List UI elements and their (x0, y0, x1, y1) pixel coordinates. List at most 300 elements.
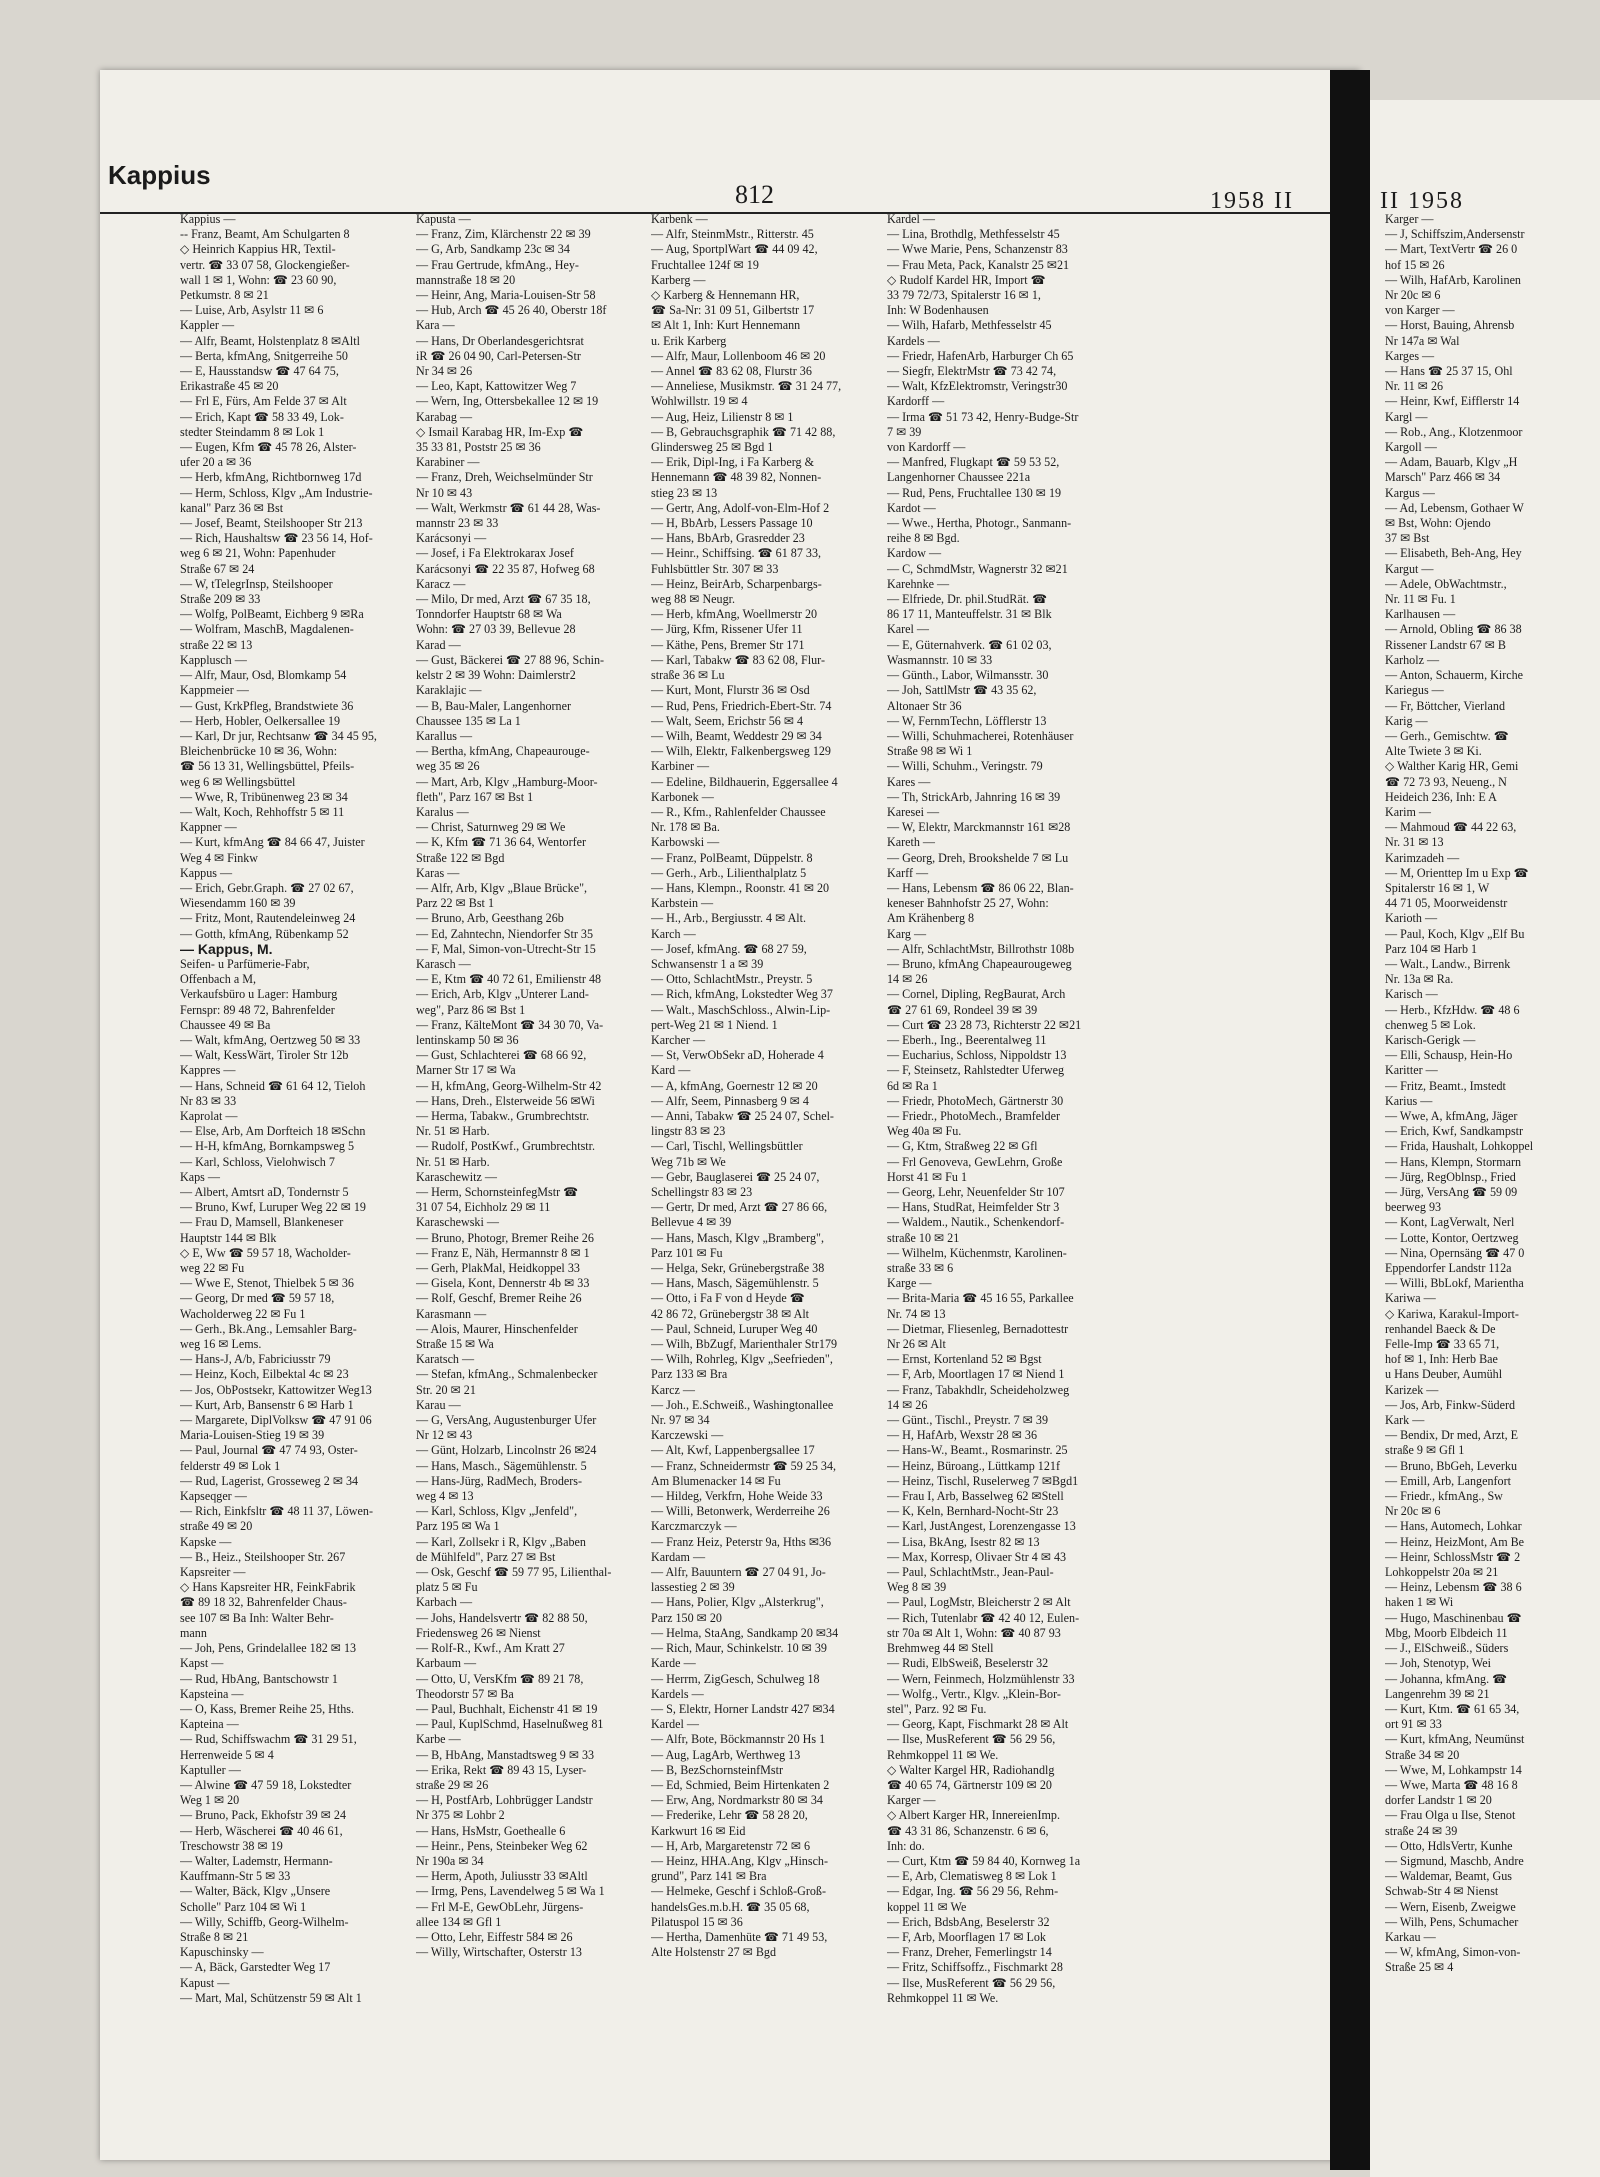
directory-line: mannstraße 18 ✉ 20 (416, 272, 516, 287)
directory-line: Kargl — (1385, 409, 1428, 424)
directory-line: — Karl, Zollsekr i R, Klgv „Baben (416, 1534, 586, 1549)
directory-line: — Herb, Hobler, Oelkersallee 19 (180, 713, 341, 728)
directory-line: ◇ Ismail Karabag HR, Im-Exp ☎ (416, 424, 584, 439)
directory-line: — Franz, KälteMont ☎ 34 30 70, Va- (416, 1017, 604, 1032)
directory-line: ◇ E, Ww ☎ 59 57 18, Wacholder- (180, 1245, 351, 1260)
directory-line: Alte Holstenstr 27 ✉ Bgd (651, 1945, 777, 1960)
directory-line: — Wilh, Elektr, Falkenbergsweg 129 (651, 744, 831, 759)
directory-line: — H-H, kfmAng, Bornkampsweg 5 (180, 1139, 354, 1154)
directory-line: -- Franz, Beamt, Am Schulgarten 8 (180, 227, 350, 242)
directory-line: — Waldem., Nautik., Schenkendorf- (887, 1215, 1065, 1230)
directory-line: Kappres — (180, 1063, 236, 1078)
directory-line: — Rudi, ElbSweiß, Beselerstr 32 (887, 1656, 1049, 1671)
directory-line: Karger — (887, 1793, 936, 1808)
directory-line: Straße 209 ✉ 33 (180, 592, 261, 607)
directory-line: — Kurt, Mont, Flurstr 36 ✉ Osd (651, 683, 810, 698)
directory-line: — Friedr, PhotoMech, Gärtnerstr 30 (887, 1093, 1064, 1108)
directory-line: Kardow — (887, 546, 942, 561)
directory-line: Kariegus — (1385, 683, 1444, 698)
directory-line: — Paul, Buchhalt, Eichenstr 41 ✉ 19 (416, 1701, 598, 1716)
directory-line: Kardorff — (887, 394, 945, 409)
directory-line: — Margarete, DiplVolksw ☎ 47 91 06 (180, 1413, 372, 1428)
directory-line: — Hans, StudRat, Heimfelder Str 3 (887, 1200, 1060, 1215)
directory-line: Karff — (887, 865, 929, 880)
directory-line: — Jürg, VersAng ☎ 59 09 (1385, 1185, 1518, 1199)
directory-line: Heideich 236, Inh: E A (1385, 789, 1497, 804)
directory-line: — Brita-Maria ☎ 45 16 55, Parkallee (887, 1291, 1074, 1306)
directory-line: — W, Elektr, Marckmannstr 161 ✉28 (887, 820, 1071, 835)
directory-line: allee 134 ✉ Gfl 1 (416, 1914, 502, 1929)
directory-line: str 70a ✉ Alt 1, Wohn: ☎ 40 87 93 (887, 1625, 1061, 1640)
next-page-year: II 1958 (1380, 188, 1464, 214)
directory-line: — Annel ☎ 83 62 08, Flurstr 36 (651, 364, 812, 379)
directory-line: Maria-Louisen-Stieg 19 ✉ 39 (180, 1428, 325, 1443)
directory-line: Karehnke — (887, 576, 950, 591)
directory-line: — Erich, Gebr.Graph. ☎ 27 02 67, (180, 880, 354, 895)
directory-line: Kara — (416, 318, 455, 333)
directory-line: Bleichenbrücke 10 ✉ 36, Wohn: (180, 744, 338, 759)
directory-line: — G, Ktm, Straßweg 22 ✉ Gfl (887, 1139, 1038, 1154)
directory-line: — Wwe., Hertha, Photogr., Sanmann- (887, 516, 1072, 531)
directory-line: Parz 101 ✉ Fu (651, 1245, 723, 1260)
directory-line: — F, Arb, Moorflagen 17 ✉ Lok (887, 1929, 1046, 1944)
directory-line: ◇ Karberg & Hennemann HR, (651, 288, 800, 303)
directory-line: — Alfr, Seem, Pinnasberg 9 ✉ 4 (651, 1093, 809, 1108)
directory-line: Nr 83 ✉ 33 (180, 1093, 237, 1108)
directory-line: 33 79 72/73, Spitalerstr 16 ✉ 1, (887, 288, 1041, 303)
directory-line: Karig — (1385, 713, 1428, 728)
directory-line: Kardam — (651, 1549, 706, 1564)
directory-line: lassestieg 2 ✉ 39 (651, 1580, 735, 1595)
directory-line: Karbe — (416, 1732, 461, 1747)
directory-line: — Edgar, Ing. ☎ 56 29 56, Rehm- (887, 1884, 1059, 1899)
directory-line: Wiesendamm 160 ✉ 39 (180, 896, 296, 911)
directory-line: ☎ 56 13 31, Wellingsbüttel, Pfeils- (180, 759, 355, 774)
directory-line: Str. 20 ✉ 21 (416, 1382, 476, 1397)
directory-line: chenweg 5 ✉ Lok. (1385, 1017, 1476, 1032)
directory-line: Seifen- u Parfümerie-Fabr, (180, 956, 310, 971)
directory-line: — Josef, kfmAng. ☎ 68 27 59, (651, 941, 807, 956)
directory-line: Parz 22 ✉ Bst 1 (416, 896, 494, 911)
directory-line: — Emill, Arb, Langenfort (1385, 1473, 1511, 1488)
directory-line: — Heinr, SchlossMstr ☎ 2 (1385, 1549, 1521, 1564)
directory-line: Karabag — (416, 409, 473, 424)
directory-line: Weg 4 ✉ Finkw (180, 850, 259, 865)
directory-line: Kargoll — (1385, 440, 1437, 455)
directory-line: — Georg, Kapt, Fischmarkt 28 ✉ Alt (887, 1717, 1069, 1732)
directory-line: — Walt, KessWärt, Tiroler Str 12b (180, 1048, 349, 1063)
directory-line: — Hans, Klempn, Stormarn (1385, 1154, 1522, 1169)
directory-line: — R., Kfm., Rahlenfelder Chaussee (651, 804, 826, 819)
directory-line: Langenhorner Chaussee 221a (887, 470, 1031, 485)
directory-line: — Bertha, kfmAng, Chapeaurouge- (416, 744, 590, 759)
directory-line: — Herm, Apoth, Juliusstr 33 ✉Altl (416, 1869, 588, 1884)
directory-line: — Wwe E, Stenot, Thielbek 5 ✉ 36 (180, 1276, 354, 1291)
directory-line: Parz 150 ✉ 20 (651, 1610, 722, 1625)
directory-line: — Frau Meta, Pack, Kanalstr 25 ✉21 (887, 257, 1070, 272)
directory-line: — Elisabeth, Beh-Ang, Hey (1385, 546, 1522, 561)
directory-line: — Frau Olga u Ilse, Stenot (1385, 1808, 1516, 1823)
directory-line: — Hans, Lebensm ☎ 86 06 22, Blan- (887, 880, 1074, 895)
directory-line: — Heinz, Tischl, Ruselerweg 7 ✉Bgd1 (887, 1473, 1079, 1488)
directory-line: — Günt, Holzarb, Lincolnstr 26 ✉24 (416, 1443, 597, 1458)
directory-line: — H, PostfArb, Lohbrügger Landstr (416, 1793, 593, 1808)
directory-line: stedter Steindamm 8 ✉ Lok 1 (180, 424, 325, 439)
directory-line: Brehmweg 44 ✉ Stell (887, 1641, 994, 1656)
directory-line: weg 22 ✉ Fu (180, 1261, 245, 1276)
directory-line: — Kurt, Ktm. ☎ 61 65 34, (1385, 1701, 1520, 1716)
column-next-page (1385, 212, 1600, 1976)
directory-line: Treschowstr 38 ✉ 19 (180, 1838, 283, 1853)
directory-line: Karbowski — (651, 835, 720, 850)
directory-line: — B, Gebrauchsgraphik ☎ 71 42 88, (651, 424, 836, 439)
directory-line: — Rud, HbAng, Bantschowstr 1 (180, 1671, 338, 1686)
directory-line: Am Blumenacker 14 ✉ Fu (651, 1473, 781, 1488)
directory-line: — Franz Heiz, Peterstr 9a, Hths ✉36 (651, 1534, 832, 1549)
directory-line: — H, HafArb, Wexstr 28 ✉ 36 (887, 1428, 1038, 1443)
directory-line: — Wilh, BbZugf, Marienthaler Str179 (651, 1337, 838, 1352)
directory-line: Karimzadeh — (1385, 850, 1460, 865)
directory-line: — Sigmund, Maschb, Andre (1385, 1853, 1524, 1868)
directory-line: Karisch — (1385, 987, 1438, 1002)
directory-line: vertr. ☎ 33 07 58, Glockengießer- (180, 257, 350, 272)
directory-line: — Wilh, HafArb, Karolinen (1385, 272, 1521, 287)
directory-line: Tonndorfer Hauptstr 68 ✉ Wa (416, 607, 562, 622)
directory-line: — Erich, Kwf, Sandkampstr (1385, 1124, 1524, 1139)
directory-line: Karas — (416, 865, 460, 880)
directory-line: Hauptstr 144 ✉ Blk (180, 1230, 277, 1245)
directory-line: — Karl, Schloss, Vielohwisch 7 (180, 1154, 335, 1169)
directory-line: Weg 1 ✉ 20 (180, 1793, 240, 1808)
directory-line: — Lisa, BkAng, Isestr 82 ✉ 13 (887, 1534, 1040, 1549)
directory-line: — Manfred, Flugkapt ☎ 59 53 52, (887, 455, 1060, 470)
directory-line: — Ed, Schmied, Beim Hirtenkaten 2 (651, 1777, 830, 1792)
directory-line: — Alois, Maurer, Hinschenfelder (416, 1321, 578, 1336)
directory-line: — Lotte, Kontor, Oertzweg (1385, 1230, 1519, 1245)
directory-line: Kard — (651, 1063, 691, 1078)
directory-line: ☎ Sa-Nr: 31 09 51, Gilbertstr 17 (651, 303, 815, 318)
directory-line: Karkau — (1385, 1929, 1436, 1944)
directory-line: wall 1 ✉ 1, Wohn: ☎ 23 60 90, (180, 272, 337, 287)
directory-line: Rehmkoppel 11 ✉ We. (887, 1747, 999, 1762)
directory-line: Langenrehm 39 ✉ 21 (1385, 1686, 1490, 1701)
directory-line: — Erich, Arb, Klgv „Unterer Land- (416, 987, 589, 1002)
directory-line: Kaprolat — (180, 1108, 238, 1123)
directory-line: — Erich, BdsbAng, Beselerstr 32 (887, 1914, 1050, 1929)
directory-line: — Heinz, Koch, Eilbektal 4c ✉ 23 (180, 1367, 349, 1382)
directory-line: — Waldemar, Beamt, Gus (1385, 1869, 1512, 1884)
directory-line: Karch — (651, 926, 696, 941)
directory-line: — Bruno, BbGeh, Leverku (1385, 1458, 1517, 1473)
directory-line: — Siegfr, ElektrMstr ☎ 73 42 74, (887, 364, 1057, 379)
directory-line: Karioth — (1385, 911, 1438, 926)
directory-line: Kapst — (180, 1656, 224, 1671)
directory-line: — Fritz, Mont, Rautendeleinweg 24 (180, 911, 356, 926)
column-3 (651, 212, 879, 1960)
directory-line: — Bruno, Photogr, Bremer Reihe 26 (416, 1230, 594, 1245)
directory-line: — Frau Gertrude, kfmAng., Hey- (416, 257, 579, 272)
directory-line: — Kurt, kfmAng, Neumünst (1385, 1732, 1525, 1747)
directory-line: — Adam, Bauarb, Klgv „H (1385, 455, 1518, 470)
directory-line: — Walter, Bäck, Klgv „Unsere (180, 1884, 331, 1899)
directory-line: straße 36 ✉ Lu (651, 668, 725, 683)
page-number: 812 (735, 180, 774, 209)
directory-line: see 107 ✉ Ba Inh: Walter Behr- (180, 1610, 334, 1625)
directory-line: — J., ElSchweiß., Süders (1385, 1641, 1509, 1656)
directory-line: Karkwurt 16 ✉ Eid (651, 1823, 746, 1838)
directory-line: — Rud, Lagerist, Grosseweg 2 ✉ 34 (180, 1473, 359, 1488)
directory-line: — Th, StrickArb, Jahnring 16 ✉ 39 (887, 789, 1061, 804)
directory-line: Fruchtallee 124f ✉ 19 (651, 257, 759, 272)
directory-line: — W, tTelegrInsp, Steilshooper (180, 576, 333, 591)
directory-line: Inh: do. (887, 1838, 925, 1853)
directory-line: Kappner — (180, 820, 237, 835)
directory-line: — Curt ☎ 23 28 73, Richterstr 22 ✉21 (887, 1017, 1082, 1032)
directory-line: ◇ Walther Karig HR, Gemi (1385, 759, 1519, 774)
directory-line: — Edeline, Bildhauerin, Eggersallee 4 (651, 774, 838, 789)
directory-line: Karholz — (1385, 652, 1440, 667)
directory-line: — Joh, Stenotyp, Wei (1385, 1656, 1491, 1671)
directory-line: — Hans, HsMstr, Goethealle 6 (416, 1823, 566, 1838)
directory-line: 14 ✉ 26 (887, 1397, 928, 1412)
directory-line: — Gerh., Gemischtw. ☎ (1385, 728, 1509, 743)
directory-line: — Wwe, M, Lohkampstr 14 (1385, 1762, 1522, 1777)
directory-line: Kargus — (1385, 485, 1435, 500)
directory-line: — Kurt, kfmAng ☎ 84 66 47, Juister (180, 835, 365, 850)
directory-line: Wacholderweg 22 ✉ Fu 1 (180, 1306, 306, 1321)
directory-line: — Josef, Beamt, Steilshooper Str 213 (180, 516, 363, 531)
directory-line: — Paul, Koch, Klgv „Elf Bu (1385, 926, 1525, 941)
directory-line: Karges — (1385, 348, 1435, 363)
directory-line: — Joh, SattlMstr ☎ 43 35 62, (887, 683, 1037, 698)
directory-line: stieg 23 ✉ 13 (651, 485, 718, 500)
directory-line: Kapusta — (416, 212, 471, 226)
directory-line: — Hans, Masch, Sägemühlenstr. 5 (651, 1276, 819, 1291)
directory-line: — Leo, Kapt, Kattowitzer Weg 7 (416, 379, 577, 394)
directory-line: — Joh, Pens, Grindelallee 182 ✉ 13 (180, 1641, 357, 1656)
directory-line: — Wwe Marie, Pens, Schanzenstr 83 (887, 242, 1068, 257)
directory-line: Nr. 11 ✉ Fu. 1 (1385, 592, 1456, 607)
directory-line: — Herb, kfmAng, Woellmerstr 20 (651, 607, 818, 622)
directory-line: Weg 8 ✉ 39 (887, 1580, 947, 1595)
directory-line: Wasmannstr. 10 ✉ 33 (887, 652, 993, 667)
directory-line: — Curt, Ktm ☎ 59 84 40, Kornweg 1a (887, 1853, 1081, 1868)
directory-line: — G, Arb, Sandkamp 23c ✉ 34 (416, 242, 570, 257)
directory-line: — Elli, Schausp, Hein-Ho (1385, 1048, 1513, 1063)
directory-line: — Karl, Schloss, Klgv „Jenfeld", (416, 1504, 578, 1519)
directory-line: ◇ Walter Kargel HR, Radiohandlg (887, 1762, 1055, 1777)
directory-line: — Horst, Bauing, Ahrensb (1385, 318, 1515, 333)
directory-line: — Franz, Dreh, Weichselmünder Str (416, 470, 593, 485)
directory-line: Parz 104 ✉ Harb 1 (1385, 941, 1478, 956)
directory-line: — Rich, Tutenlabr ☎ 42 40 12, Eulen- (887, 1610, 1080, 1625)
directory-line: — Otto, SchlachtMstr., Preystr. 5 (651, 972, 813, 987)
directory-line: — Wern, Ing, Ottersbekallee 12 ✉ 19 (416, 394, 599, 409)
directory-line: — Günt., Tischl., Preystr. 7 ✉ 39 (887, 1413, 1048, 1428)
directory-line: — Christ, Saturnweg 29 ✉ We (416, 820, 566, 835)
directory-line: — Gerh, PlakMal, Heidkoppel 33 (416, 1261, 580, 1276)
directory-line: Offenbach a M, (180, 972, 257, 987)
directory-line: Karbstein — (651, 896, 714, 911)
directory-line: — Herb, Wäscherei ☎ 40 46 61, (180, 1823, 343, 1838)
directory-line: — H, kfmAng, Georg-Wilhelm-Str 42 (416, 1078, 602, 1093)
directory-line: — Günth., Labor, Wilmansstr. 30 (887, 668, 1049, 683)
directory-line: Nr. 13a ✉ Ra. (1385, 972, 1454, 987)
directory-line: — Walt, KfzElektromstr, Veringstr30 (887, 379, 1068, 394)
directory-line: — Adele, ObWachtmstr., (1385, 576, 1507, 591)
directory-line: Kapplusch — (180, 652, 247, 667)
directory-line: — Heinz, HHA.Ang, Klgv „Hinsch- (651, 1853, 829, 1868)
directory-line: — Herrm, ZigGesch, Schulweg 18 (651, 1671, 820, 1686)
directory-line: Bellevue 4 ✉ 39 (651, 1215, 732, 1230)
directory-line: — Käthe, Pens, Bremer Str 171 (651, 637, 805, 652)
directory-line: — Ed, Zahntechn, Niendorfer Str 35 (416, 926, 593, 941)
directory-line: — W, kfmAng, Simon-von- (1385, 1945, 1521, 1960)
directory-line: — Franz, Tabakhdlr, Scheideholzweg (887, 1382, 1070, 1397)
directory-line: Karaklajic — (416, 683, 482, 698)
directory-line: Schwansenstr 1 a ✉ 39 (651, 956, 764, 971)
directory-line: Theodorstr 57 ✉ Ba (416, 1686, 514, 1701)
directory-line: — Ilse, MusReferent ☎ 56 29 56, (887, 1975, 1056, 1990)
directory-line: — Rud, Schiffswachm ☎ 31 29 51, (180, 1732, 357, 1747)
directory-line: — Karl, Tabakw ☎ 83 62 08, Flur- (651, 652, 825, 667)
directory-line: de Mühlfeld", Parz 27 ✉ Bst (416, 1549, 556, 1564)
directory-line: Kariwa — (1385, 1291, 1436, 1306)
directory-line: — Eucharius, Schloss, Nippoldstr 13 (887, 1048, 1067, 1063)
directory-line: Karius — (1385, 1093, 1433, 1108)
directory-line: hof ✉ 1, Inh: Herb Bae (1385, 1352, 1498, 1367)
directory-line: — E, Hausstandsw ☎ 47 64 75, (180, 364, 339, 379)
directory-line: — Rudolf, PostKwf., Grumbrechtstr. (416, 1139, 596, 1154)
directory-line: Nr. 51 ✉ Harb. (416, 1124, 490, 1139)
directory-line: ◇ Albert Karger HR, InnereienImp. (887, 1808, 1060, 1823)
directory-line: — F, Steinsetz, Rahlstedter Uferweg (887, 1063, 1065, 1078)
directory-line: Kapust — (180, 1975, 230, 1990)
directory-line: — Georg, Lehr, Neuenfelder Str 107 (887, 1185, 1065, 1199)
directory-line: — Bruno, Kwf, Luruper Weg 22 ✉ 19 (180, 1200, 366, 1215)
directory-line: — Walter, Lademstr, Hermann- (180, 1853, 333, 1868)
directory-line: — O, Kass, Bremer Reihe 25, Hths. (180, 1701, 354, 1716)
directory-line: Karge — (887, 1276, 932, 1291)
directory-line: Straße 34 ✉ 20 (1385, 1747, 1460, 1762)
directory-line: — Walt, Werkmstr ☎ 61 44 28, Was- (416, 500, 601, 515)
directory-line: Schwab-Str 4 ✉ Nienst (1385, 1884, 1499, 1899)
directory-line: Nr. 97 ✉ 34 (651, 1413, 710, 1428)
directory-line: — Herb, kfmAng, Richtbornweg 17d (180, 470, 362, 485)
directory-line: Karcher — (651, 1032, 706, 1047)
directory-line: Friedensweg 26 ✉ Nienst (416, 1625, 541, 1640)
directory-line: straße 22 ✉ 13 (180, 637, 253, 652)
directory-line: straße 10 ✉ 21 (887, 1230, 960, 1245)
directory-line: Nr. 31 ✉ 13 (1385, 835, 1444, 850)
directory-line: Karasch — (416, 956, 471, 971)
directory-line: Kapsreiter — (180, 1565, 246, 1580)
directory-line: — M, Orienttep Im u Exp ☎ (1385, 865, 1529, 880)
directory-line: — Gisela, Kont, Dennerstr 4b ✉ 33 (416, 1276, 590, 1291)
directory-line: straße 9 ✉ Gfl 1 (1385, 1443, 1465, 1458)
directory-line: — Nina, Opernsäng ☎ 47 0 (1385, 1245, 1525, 1260)
directory-line: Karbiner — (651, 759, 710, 774)
directory-line: lingstr 83 ✉ 23 (651, 1124, 726, 1139)
directory-line: — Dietmar, Fliesenleg, Bernadottestr (887, 1321, 1069, 1336)
directory-line: Marner Str 17 ✉ Wa (416, 1063, 516, 1078)
directory-line: koppel 11 ✉ We (887, 1899, 967, 1914)
directory-line: Weg 71b ✉ We (651, 1154, 726, 1169)
directory-line: — Wwe, R, Tribünenweg 23 ✉ 34 (180, 789, 348, 804)
directory-line: Spitalerstr 16 ✉ 1, W (1385, 880, 1490, 895)
directory-line: — Otto, HdlsVertr, Kunhe (1385, 1838, 1513, 1853)
directory-line: handelsGes.m.b.H. ☎ 35 05 68, (651, 1899, 810, 1914)
directory-line: — W, FernmTechn, Löfflerstr 13 (887, 713, 1047, 728)
directory-line: — Johanna, kfmAng. ☎ (1385, 1671, 1508, 1686)
directory-line: — Erich, Kapt ☎ 58 33 49, Lok- (180, 409, 344, 424)
directory-line: Kappler — (180, 318, 235, 333)
directory-line: Nr. 51 ✉ Harb. (416, 1154, 490, 1169)
directory-line: — Heinz, BeirArb, Scharpenbargs- (651, 576, 822, 591)
directory-line: — Gertr, Dr med, Arzt ☎ 27 86 66, (651, 1200, 828, 1215)
column-4 (887, 212, 1115, 2006)
directory-line: — Carl, Tischl, Wellingsbüttler (651, 1139, 803, 1154)
directory-line: beerweg 93 (1385, 1200, 1442, 1215)
directory-line: — Fritz, Beamt., Imstedt (1385, 1078, 1506, 1093)
directory-line: kanal" Parz 36 ✉ Bst (180, 500, 284, 515)
directory-line: straße 24 ✉ 39 (1385, 1823, 1458, 1838)
directory-line: — Aug, SportplWart ☎ 44 09 42, (651, 242, 818, 257)
directory-line: — Frl Genoveva, GewLehrn, Große (887, 1154, 1063, 1169)
directory-line: — Willy, Wirtschafter, Osterstr 13 (416, 1945, 582, 1960)
directory-line: — Fr, Böttcher, Vierland (1385, 698, 1506, 713)
directory-line: Nr 190a ✉ 34 (416, 1853, 484, 1868)
directory-line: Karacz — (416, 576, 466, 591)
directory-line: — B, BezSchornsteinfMstr (651, 1762, 784, 1777)
directory-line: 42 86 72, Grünebergstr 38 ✉ Alt (651, 1306, 810, 1321)
directory-line: — Heinr, Kwf, Eifflerstr 14 (1385, 394, 1520, 409)
directory-line: Karatsch — (416, 1352, 475, 1367)
directory-line: — Frau I, Arb, Basselweg 62 ✉Stell (887, 1489, 1064, 1504)
directory-line: Nr 10 ✉ 43 (416, 485, 473, 500)
directory-line: — Gerh., Bk.Ang., Lemsahler Barg- (180, 1321, 357, 1336)
directory-line: — Milo, Dr med, Arzt ☎ 67 35 18, (416, 592, 591, 607)
directory-line: — Alfr, SteinmMstr., Ritterstr. 45 (651, 227, 814, 242)
directory-line: Karberg — (651, 272, 706, 287)
directory-line: — Rich, Einkfsltr ☎ 48 11 37, Löwen- (180, 1504, 373, 1519)
directory-line: Nr 20c ✉ 6 (1385, 288, 1441, 303)
directory-line: — E, Arb, Clematisweg 8 ✉ Lok 1 (887, 1869, 1057, 1884)
directory-line: — F, Mal, Simon-von-Utrecht-Str 15 (416, 941, 596, 956)
directory-line: ☎ 89 18 32, Bahrenfelder Chaus- (180, 1595, 347, 1610)
directory-line: Karbach — (416, 1595, 473, 1610)
directory-line: Chaussee 49 ✉ Ba (180, 1017, 271, 1032)
directory-line: — Paul, LogMstr, Bleicherstr 2 ✉ Alt (887, 1595, 1071, 1610)
directory-line: — Alfr, Arb, Klgv „Blaue Brücke", (416, 880, 588, 895)
directory-line: — Erika, Rekt ☎ 89 43 15, Lyser- (416, 1762, 587, 1777)
directory-line: Kareth — (887, 835, 936, 850)
directory-line: mann (180, 1625, 207, 1640)
directory-line: straße 49 ✉ 20 (180, 1519, 253, 1534)
directory-line: — Wilh, Beamt, Weddestr 29 ✉ 34 (651, 728, 822, 743)
directory-line: ◇ Hans Kapsreiter HR, FeinkFabrik (180, 1580, 356, 1595)
directory-line: — Hans, Klempn., Roonstr. 41 ✉ 20 (651, 880, 830, 895)
directory-line: — Hans-Jürg, RadMech, Broders- (416, 1473, 583, 1488)
directory-line: — Otto, U, VersKfm ☎ 89 21 78, (416, 1671, 584, 1686)
directory-line: — Alfr, Maur, Lollenboom 46 ✉ 20 (651, 348, 826, 363)
header-rule (100, 152, 1330, 214)
directory-line: von Kardorff — (887, 440, 966, 455)
directory-line: — Rud, Pens, Friedrich-Ebert-Str. 74 (651, 698, 832, 713)
directory-line: — Hans, Automech, Lohkar (1385, 1519, 1522, 1534)
directory-line: Felle-Imp ☎ 33 65 71, (1385, 1337, 1500, 1352)
directory-line: Kapseqger — (180, 1489, 247, 1504)
